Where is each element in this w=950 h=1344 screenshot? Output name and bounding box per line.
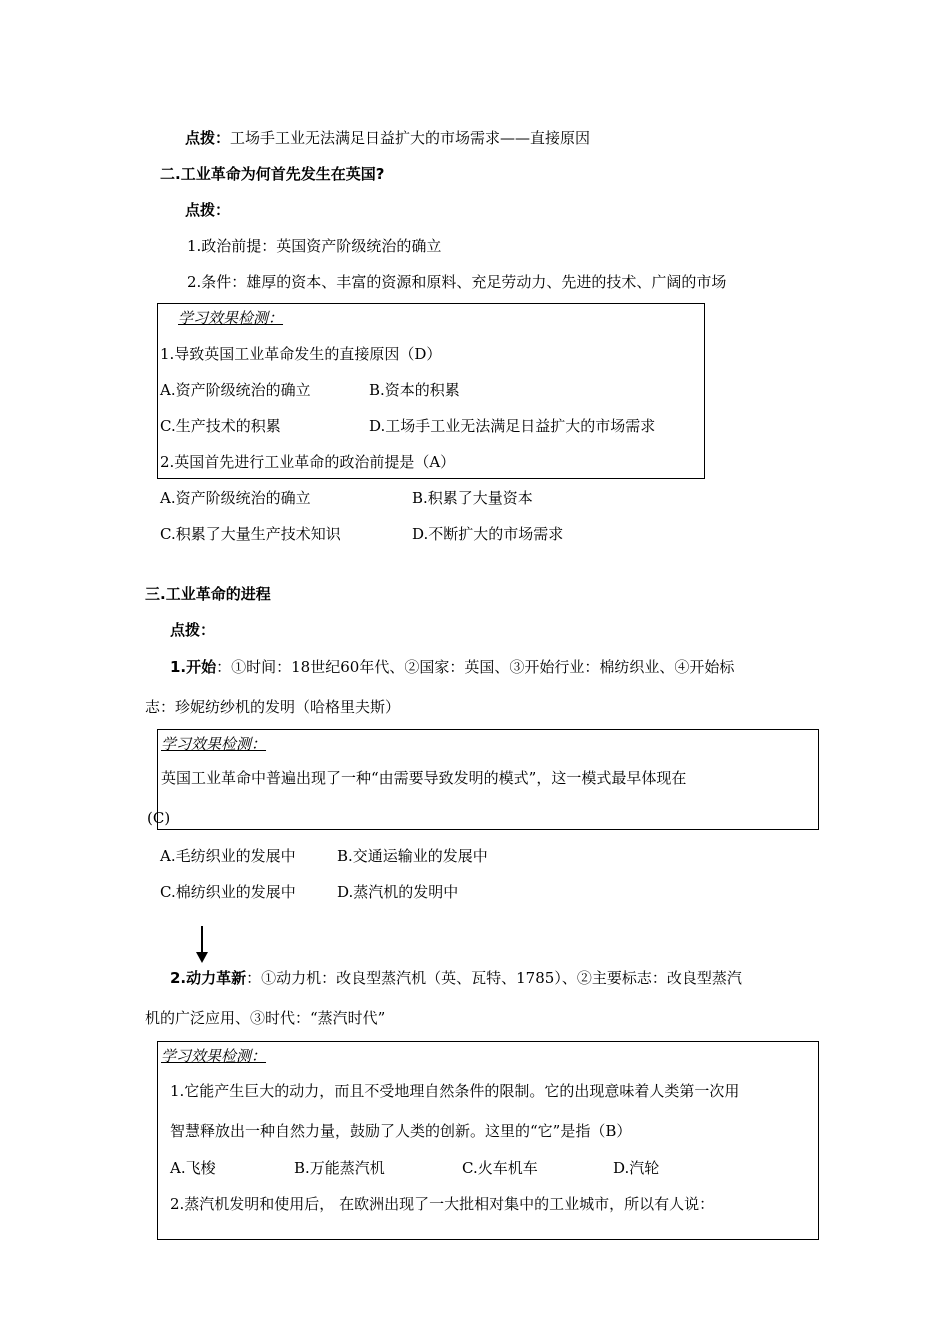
power-line-1	[170, 968, 742, 988]
power-line-2: 机的广泛应用、③时代：“蒸汽时代”	[145, 1009, 386, 1027]
check2-question-line-1: 英国工业革命中普遍出现了一种“由需要导致发明的模式”，这一模式最早体现在	[161, 769, 687, 787]
hint-line-1	[185, 128, 590, 148]
check-label-1: 学习效果检测：	[178, 309, 284, 327]
q1-option-d: D.工场手工业无法满足日益扩大的市场需求	[369, 417, 656, 435]
hint-label-3: 点拨：	[170, 621, 216, 639]
check2-option-c: C.棉纺织业的发展中	[160, 883, 296, 901]
check2-question-line-2: (C)	[147, 809, 171, 827]
down-arrow-head-icon	[196, 952, 208, 963]
start-text: ：①时间：18世纪60年代、②国家：英国、③开始行业：棉纺织业、④开始标	[216, 658, 735, 676]
start-line-2: 志：珍妮纺纱机的发明（哈格里夫斯）	[145, 698, 401, 716]
check3-option-b: B.万能蒸汽机	[294, 1159, 385, 1177]
point-2: 2.条件：雄厚的资本、丰富的资源和原料、充足劳动力、先进的技术、广阔的市场	[187, 273, 727, 291]
power-head: 2.动力革新	[170, 969, 247, 987]
q1-option-c: C.生产技术的积累	[160, 417, 281, 435]
start-line-1	[170, 657, 734, 677]
hint-label-2: 点拨：	[185, 201, 231, 219]
check3-option-d: D.汽轮	[613, 1159, 660, 1177]
check-label-2: 学习效果检测：	[161, 735, 267, 753]
check-label-3: 学习效果检测：	[161, 1047, 267, 1065]
q1-option-a: A.资产阶级统治的确立	[160, 381, 311, 399]
check3-q1-line-2: 智慧释放出一种自然力量，鼓励了人类的创新。这里的“它”是指（B）	[170, 1122, 632, 1140]
section-title-2: 二.工业革命为何首先发生在英国?	[160, 165, 385, 183]
check2-option-b: B.交通运输业的发展中	[337, 847, 488, 865]
q2-option-b: B.积累了大量资本	[412, 489, 533, 507]
check3-option-a: A.飞梭	[170, 1159, 216, 1177]
q1-option-b: B.资本的积累	[369, 381, 460, 399]
start-head: 1.开始	[170, 658, 217, 676]
power-text: ：①动力机：改良型蒸汽机（英、瓦特、1785）、②主要标志：改良型蒸汽	[246, 969, 742, 987]
hint-label: 点拨：	[185, 129, 231, 147]
question-1: 1.导致英国工业革命发生的直接原因（D）	[160, 345, 442, 363]
down-arrow-icon	[201, 926, 203, 954]
q2-option-a: A.资产阶级统治的确立	[160, 489, 311, 507]
check3-option-c: C.火车机车	[462, 1159, 538, 1177]
check2-option-d: D.蒸汽机的发明中	[337, 883, 459, 901]
question-2: 2.英国首先进行工业革命的政治前提是（A）	[160, 453, 456, 471]
q2-option-c: C.积累了大量生产技术知识	[160, 525, 341, 543]
check2-option-a: A.毛纺织业的发展中	[160, 847, 296, 865]
q2-option-d: D.不断扩大的市场需求	[412, 525, 564, 543]
hint-text: 工场手工业无法满足日益扩大的市场需求——直接原因	[230, 129, 591, 147]
point-1: 1.政治前提：英国资产阶级统治的确立	[187, 237, 442, 255]
section-title-3: 三.工业革命的进程	[145, 585, 271, 603]
check3-q2: 2.蒸汽机发明和使用后， 在欧洲出现了一大批相对集中的工业城市，所以有人说：	[170, 1195, 715, 1213]
check3-q1-line-1: 1.它能产生巨大的动力，而且不受地理自然条件的限制。它的出现意味着人类第一次用	[170, 1082, 740, 1100]
